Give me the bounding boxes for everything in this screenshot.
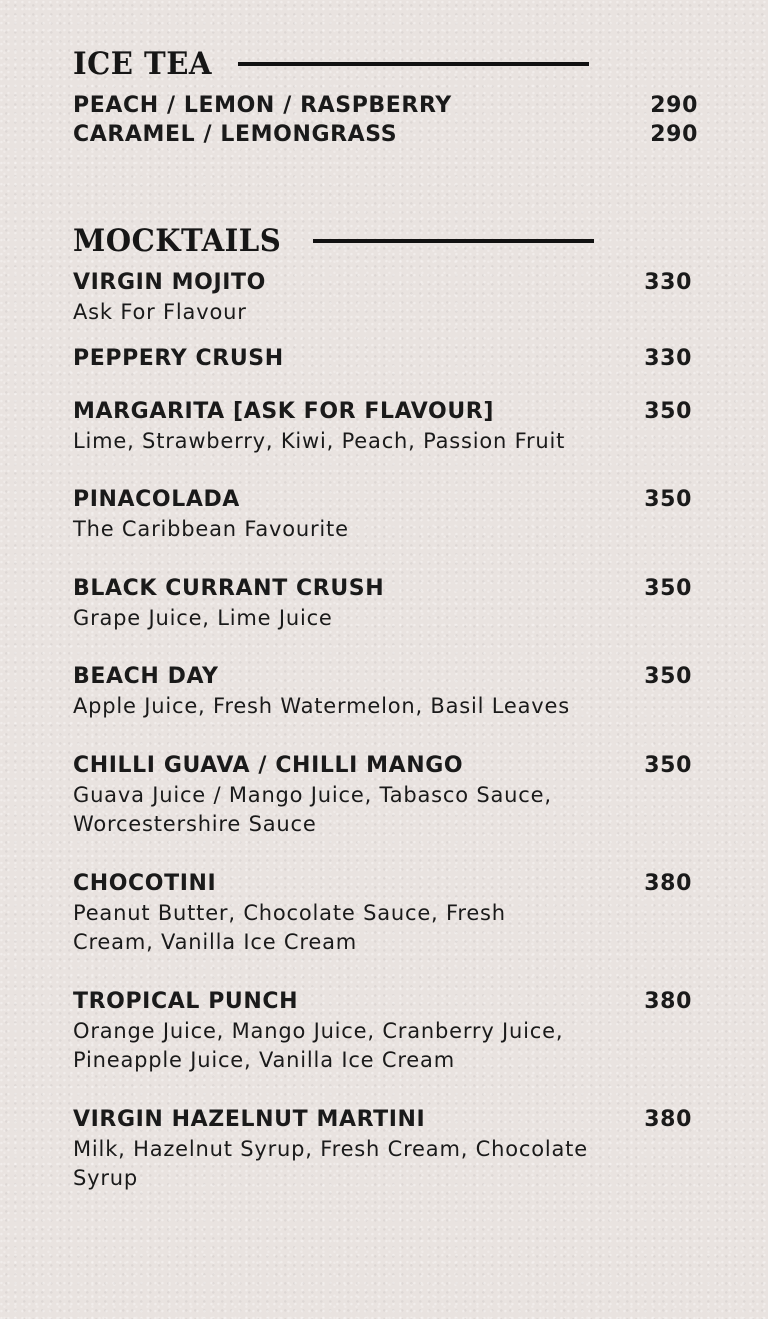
item-name: CHOCOTINI: [73, 870, 217, 896]
item-name: TROPICAL PUNCH: [73, 988, 299, 1014]
menu-row: [73, 120, 698, 149]
menu-item: [73, 987, 698, 1076]
section-title: ICE TEA: [73, 45, 212, 82]
section-divider: [238, 62, 589, 66]
item-price: 290: [650, 93, 698, 118]
item-description: Grape Juice, Lime Juice: [73, 605, 333, 630]
section-divider: [313, 239, 594, 243]
item-price: 330: [644, 345, 692, 371]
item-description: Guava Juice / Mango Juice, Tabasco Sauce, Worcestershire Sauce: [73, 782, 552, 836]
item-price: 380: [644, 1106, 692, 1132]
item-price: 380: [644, 988, 692, 1014]
item-price: 290: [650, 122, 698, 147]
menu-item: [73, 869, 698, 958]
section-heading: [73, 217, 698, 265]
item-price: 350: [644, 752, 692, 778]
section-ice-tea: [73, 40, 698, 149]
section-heading: [73, 40, 698, 88]
item-name: BEACH DAY: [73, 664, 219, 689]
item-price: 350: [644, 398, 692, 424]
item-description: Milk, Hazelnut Syrup, Fresh Cream, Chocolate Syrup: [73, 1136, 588, 1190]
item-price: 330: [644, 270, 692, 295]
item-name: CHILLI GUAVA / CHILLI MANGO: [73, 752, 464, 778]
item-price: 350: [644, 664, 692, 689]
item-name: PEPPERY CRUSH: [73, 345, 284, 371]
menu: [73, 40, 698, 1194]
item-name: VIRGIN MOJITO: [73, 270, 266, 295]
item-name: MARGARITA [ASK FOR FLAVOUR]: [73, 398, 494, 424]
menu-item: [73, 485, 698, 545]
item-description: The Caribbean Favourite: [73, 517, 349, 541]
item-name: PINACOLADA: [73, 487, 240, 512]
item-price: 350: [644, 575, 692, 601]
item-description: Orange Juice, Mango Juice, Cranberry Juice, Pineapple Juice, Vanilla Ice Cream: [73, 1018, 564, 1072]
section-title: MOCKTAILS: [73, 222, 282, 259]
menu-item: [73, 268, 698, 328]
item-name: CARAMEL / LEMONGRASS: [73, 122, 398, 147]
menu-item: [73, 662, 698, 722]
item-description: Peanut Butter, Chocolate Sauce, Fresh Cream, Vanilla Ice Cream: [73, 900, 506, 954]
item-name: VIRGIN HAZELNUT MARTINI: [73, 1106, 426, 1132]
menu-row: [73, 91, 698, 120]
item-description: Apple Juice, Fresh Watermelon, Basil Leaves: [73, 694, 570, 718]
item-price: 380: [644, 870, 692, 896]
item-description: Ask For Flavour: [73, 300, 247, 324]
menu-item: [73, 751, 698, 840]
menu-item: [73, 397, 698, 457]
item-price: 350: [644, 487, 692, 512]
menu-item: [73, 1105, 698, 1194]
menu-item: [73, 344, 698, 374]
menu-item: [73, 574, 698, 634]
item-description: Lime, Strawberry, Kiwi, Peach, Passion Fruit: [73, 428, 566, 453]
section-mocktails: [73, 217, 698, 1194]
item-name: BLACK CURRANT CRUSH: [73, 575, 385, 601]
item-name: PEACH / LEMON / RASPBERRY: [73, 93, 452, 118]
